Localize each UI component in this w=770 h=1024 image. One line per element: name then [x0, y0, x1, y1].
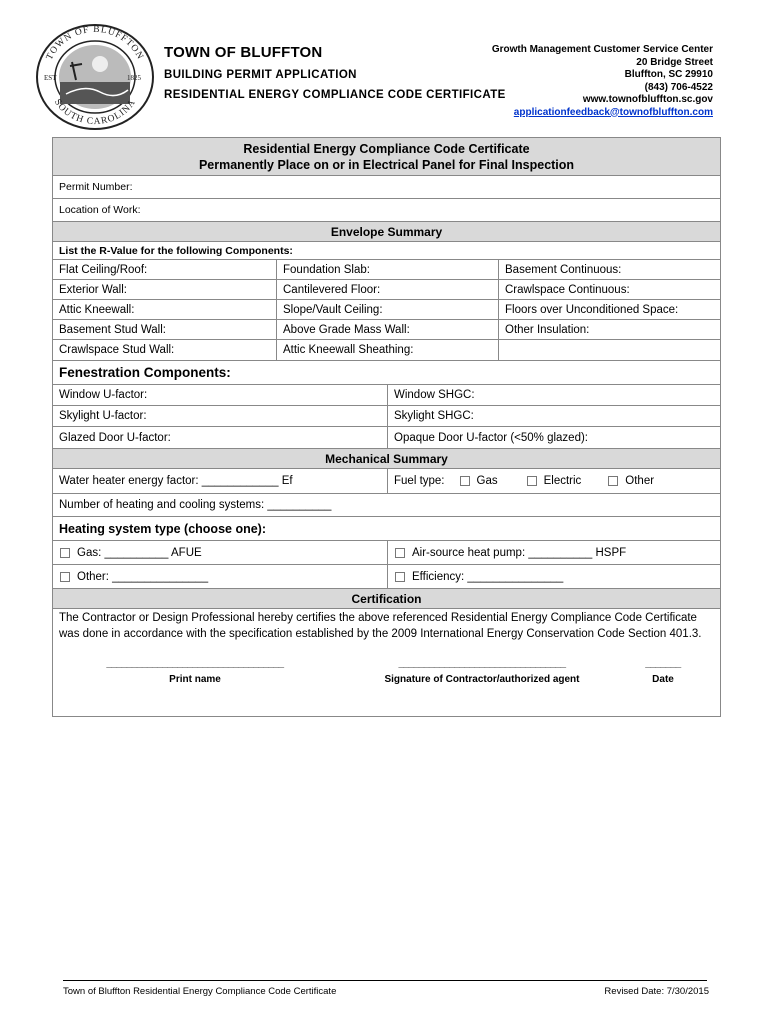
footer-divider	[63, 980, 707, 981]
heating-type-heading: Heating system type (choose one):	[59, 521, 266, 536]
envelope-field[interactable]: Slope/Vault Ceiling:	[276, 300, 498, 319]
fuel-type-label: Fuel type:	[394, 475, 445, 487]
contact-block	[492, 44, 713, 119]
gas-checkbox[interactable]	[460, 476, 470, 486]
envelope-field[interactable]: Foundation Slab:	[276, 260, 498, 279]
heat-pump-checkbox[interactable]	[395, 548, 405, 558]
footer-revised-date: Revised Date: 7/30/2015	[604, 986, 709, 997]
fuel-type-group	[387, 469, 720, 493]
signature-line: _________________________________	[398, 658, 566, 669]
fenestration-field[interactable]: Glazed Door U-factor:	[59, 431, 171, 444]
email-link[interactable]: applicationfeedback@townofbluffton.com	[513, 106, 713, 118]
header-titles	[164, 44, 506, 101]
fenestration-field[interactable]: Skylight U-factor:	[59, 410, 147, 422]
fenestration-field[interactable]: Skylight SHGC:	[387, 406, 720, 426]
fenestration-field[interactable]: Opaque Door U-factor (<50% glazed):	[387, 427, 720, 448]
signature-label: Signature of Contractor/authorized agent	[384, 674, 580, 685]
page-title: TOWN OF BLUFFTON	[164, 44, 323, 61]
location-of-work-field[interactable]: Location of Work:	[59, 204, 141, 216]
fenestration-field[interactable]: Window U-factor:	[59, 389, 148, 401]
date-line: _______	[645, 658, 681, 669]
envelope-summary-heading: Envelope Summary	[53, 222, 720, 241]
phone-number: (843) 706-4522	[644, 81, 713, 93]
other-fuel-checkbox[interactable]	[608, 476, 618, 486]
certification-heading: Certification	[53, 589, 720, 608]
envelope-field[interactable]: Basement Continuous:	[498, 260, 720, 279]
envelope-field[interactable]: Cantilevered Floor:	[276, 280, 498, 299]
other-fuel-label: Other	[625, 475, 655, 487]
envelope-field[interactable]: Basement Stud Wall:	[59, 323, 166, 336]
form-title-line2: Permanently Place on or in Electrical Panel for Final Inspection	[198, 157, 575, 172]
efficiency-option[interactable]	[387, 565, 720, 588]
print-name-area[interactable]	[59, 656, 331, 688]
water-heater-field[interactable]: Water heater energy factor: ____________ Ef	[59, 475, 293, 487]
gas-afue-checkbox[interactable]	[60, 548, 70, 558]
form-title-line1: Residential Energy Compliance Code Certificate	[243, 141, 530, 156]
footer-title: Town of Bluffton Residential Energy Compliance Code Certificate	[63, 986, 337, 997]
street-address: 20 Bridge Street	[636, 56, 713, 68]
envelope-field[interactable]: Exterior Wall:	[59, 283, 127, 296]
form-title	[53, 138, 720, 175]
efficiency-label: Efficiency: _______________	[412, 570, 564, 583]
heat-pump-option[interactable]	[387, 541, 720, 564]
center-name: Growth Management Customer Service Center	[491, 44, 713, 55]
gas-afue-option[interactable]	[53, 541, 387, 564]
permit-number-field[interactable]: Permit Number:	[59, 181, 133, 193]
envelope-field[interactable]: Crawlspace Continuous:	[498, 280, 720, 299]
envelope-field[interactable]: Attic Kneewall Sheathing:	[276, 340, 498, 360]
gas-afue-label: Gas: __________ AFUE	[77, 546, 202, 559]
seal-est: EST	[44, 74, 57, 82]
mechanical-summary-heading: Mechanical Summary	[53, 449, 720, 468]
seal-year: 1825	[127, 74, 141, 82]
certificate-form	[52, 137, 721, 717]
signature-row	[59, 656, 714, 688]
envelope-field[interactable]: Other Insulation:	[498, 320, 720, 339]
seal-text-bottom: SOUTH CAROLINA	[51, 97, 139, 128]
subtitle-energy-certificate: RESIDENTIAL ENERGY COMPLIANCE CODE CERTIFICATE	[164, 89, 506, 101]
envelope-field[interactable]	[498, 340, 720, 360]
heat-pump-label: Air-source heat pump: __________ HSPF	[412, 546, 627, 559]
signature-area[interactable]	[347, 656, 617, 688]
electric-label: Electric	[543, 475, 582, 487]
subtitle-building-permit: BUILDING PERMIT APPLICATION	[164, 69, 357, 81]
envelope-field[interactable]: Flat Ceiling/Roof:	[59, 263, 148, 276]
print-name-label: Print name	[169, 674, 221, 685]
print-name-line: ___________________________________	[106, 658, 284, 669]
fenestration-field[interactable]: Window SHGC:	[387, 385, 720, 405]
other-heating-option[interactable]	[53, 565, 387, 588]
city-address: Bluffton, SC 29910	[624, 69, 713, 80]
seal-text-top: TOWN OF BLUFFTON	[44, 24, 146, 62]
envelope-field[interactable]: Above Grade Mass Wall:	[276, 320, 498, 339]
num-systems-field[interactable]: Number of heating and cooling systems: __________	[59, 499, 332, 511]
website: www.townofbluffton.sc.gov	[582, 94, 713, 105]
envelope-field[interactable]: Floors over Unconditioned Space:	[498, 300, 720, 319]
town-seal-logo	[30, 22, 160, 132]
efficiency-checkbox[interactable]	[395, 572, 405, 582]
certification-block	[53, 609, 720, 709]
date-label: Date	[652, 674, 674, 685]
other-heating-checkbox[interactable]	[60, 572, 70, 582]
envelope-field[interactable]: Crawlspace Stud Wall:	[59, 344, 175, 356]
certification-text: The Contractor or Design Professional hereby certifies the above referenced Residential Energy Compliance Code Certificate was done in accordance with the specification established by the 2009 International Energy Conservation Code Section 401.3.	[59, 612, 702, 640]
electric-checkbox[interactable]	[527, 476, 537, 486]
gas-label: Gas	[476, 475, 498, 487]
envelope-field[interactable]: Attic Kneewall:	[59, 303, 135, 316]
envelope-instruction: List the R-Value for the following Components:	[59, 244, 293, 257]
other-heating-label: Other: _______________	[77, 570, 209, 583]
date-area[interactable]	[633, 656, 693, 688]
fenestration-heading: Fenestration Components:	[59, 365, 231, 380]
